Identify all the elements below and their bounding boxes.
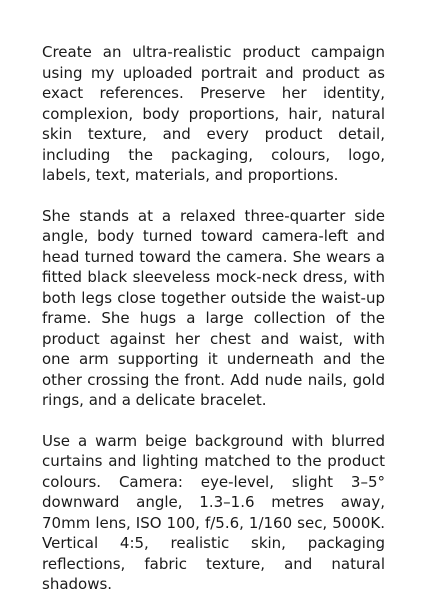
paragraph-camera: Use a warm beige background with blurred curtains and lighting matched to the product colours. Camera: eye-level, slight 3–5° downward angle, 1.3–1.6 metres away, 70mm lens, ISO 100, f/5.6, 1/160 sec, 5000K. Vertical 4:5, realistic skin, packaging reflections, fabric texture, and natural shadows.	[42, 431, 385, 593]
paragraph-pose: She stands at a relaxed three-quarter side angle, body turned toward camera-left and head turned toward the camera. She wears a fitted black sleeveless mock-neck dress, with both legs close together outside the waist-up frame. She hugs a large collection of the product against her chest and waist, with one arm supporting it underneath and the other crossing the front. Add nude nails, gold rings, and a delicate bracelet.	[42, 206, 385, 409]
document-body	[42, 42, 385, 595]
paragraph-identity: Create an ultra-realistic product campaign using my uploaded portrait and product as exact references. Preserve her identity, complexion, body proportions, hair, natural skin texture, and every product detail, including the packaging, colours, logo, labels, text, materials, and proportions.	[42, 43, 385, 184]
